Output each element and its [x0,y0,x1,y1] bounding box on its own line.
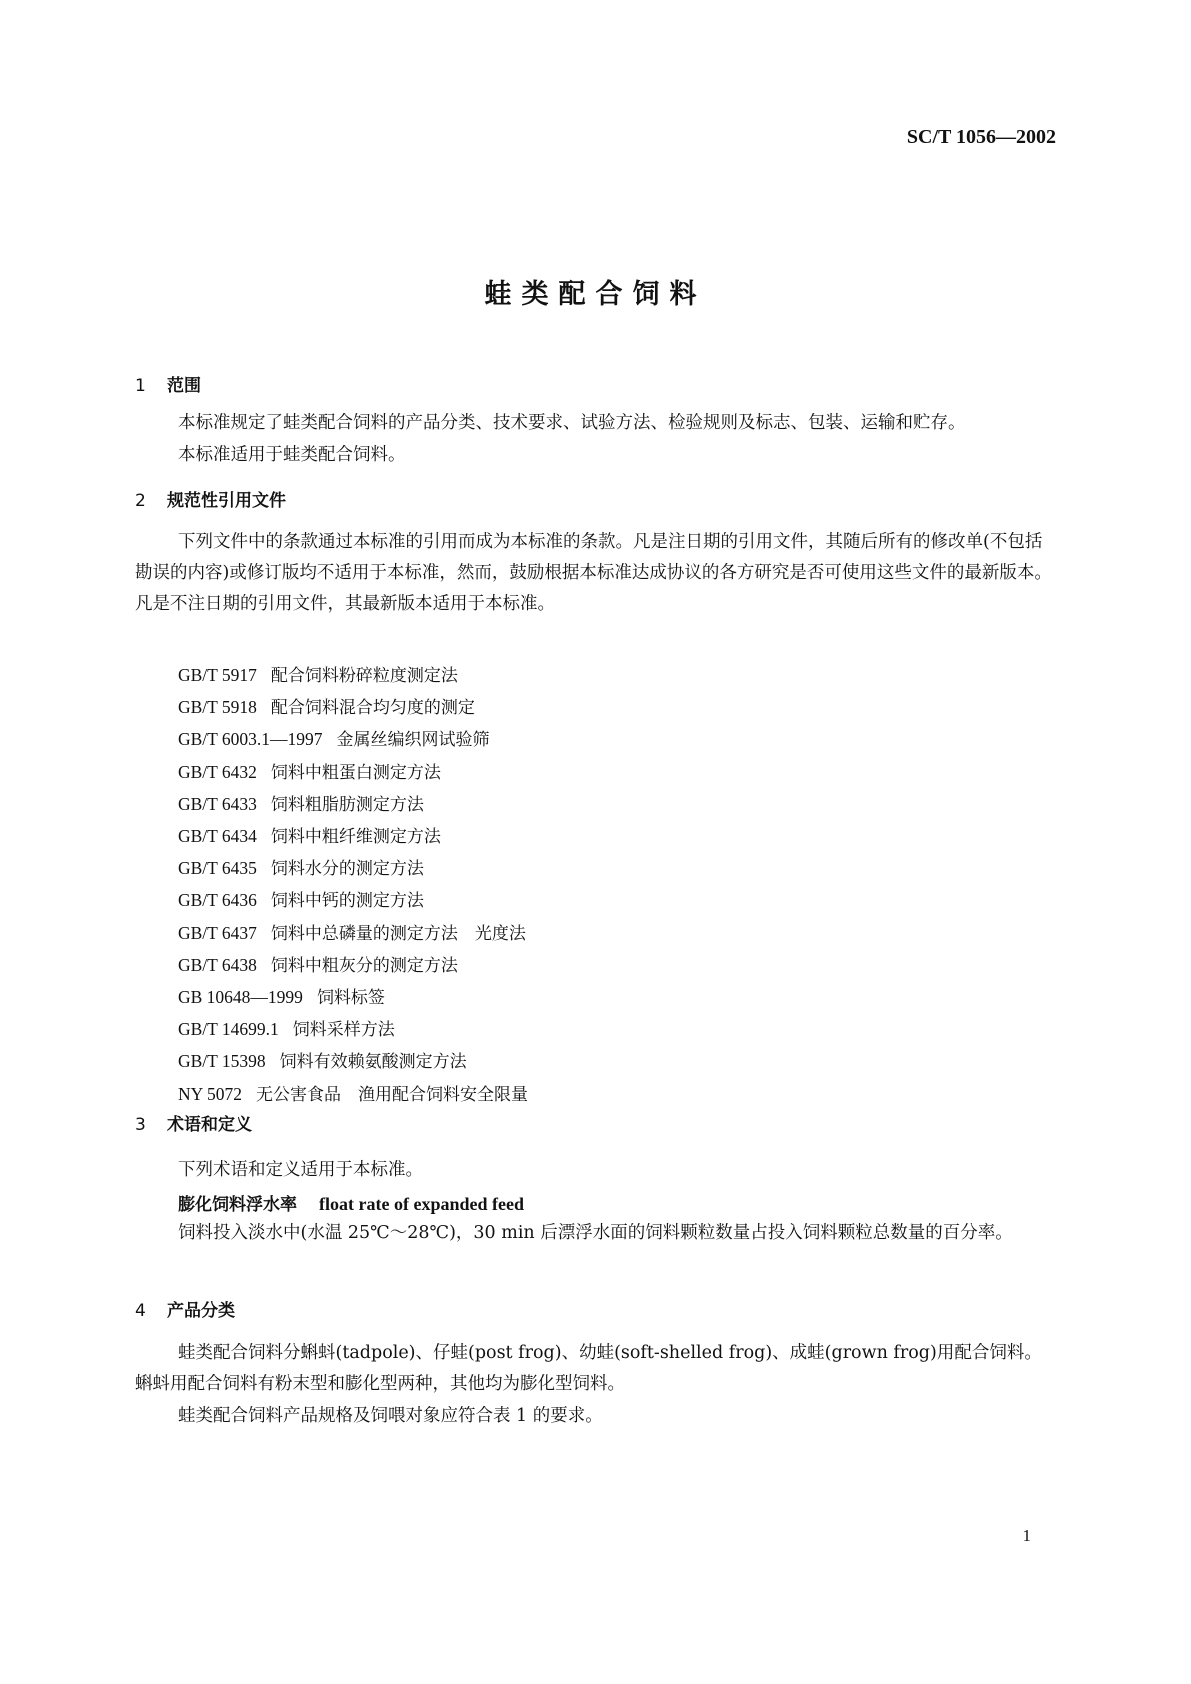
reference-title: 配合饲料粉碎粒度测定法 [270,666,458,686]
reference-item [178,918,528,950]
section-3-intro: 下列术语和定义适用于本标准。 [178,1160,423,1180]
reference-item [178,982,528,1014]
reference-item [178,757,528,789]
standard-code: SC/T 1056—2002 [906,126,1056,148]
reference-title: 金属丝编织网试验筛 [336,730,490,751]
reference-title: 饲料中粗蛋白测定方法 [270,762,441,783]
reference-title: 配合饲料混合均匀度的测定 [270,698,475,719]
reference-code: GB/T 5917 [178,665,257,685]
reference-code: GB/T 15398 [178,1051,266,1072]
page-number: 1 [1022,1526,1031,1545]
reference-code: GB/T 6434 [178,826,257,847]
section-1-paragraph-2: 本标准适用于蛙类配合饲料。 [178,445,406,465]
reference-item [178,885,528,917]
reference-item [178,1046,528,1078]
section-title: 规范性引用文件 [167,491,286,511]
term-chinese: 膨化饲料浮水率 [178,1195,297,1215]
term-definition: 饲料投入淡水中(水温 25℃～28℃)，30 min 后漂浮水面的饲料颗粒数量占投入饲料颗粒总数量的百分率。 [178,1223,1013,1243]
section-number: 1 [135,376,146,396]
section-4-paragraph-1: 蛙类配合饲料分蝌蚪(tadpole)、仔蛙(post frog)、幼蛙(soft-shelled frog)、成蛙(grown frog)用配合饲料。蝌蚪用配合饲料有粉末型和膨化型两种，其他均为膨化型饲料。 [135,1343,1042,1394]
reference-code: GB/T 6438 [178,954,257,975]
section-title: 术语和定义 [167,1115,252,1135]
reference-title: 饲料中总磷量的测定方法 光度法 [270,923,526,944]
section-1-heading [135,371,201,396]
reference-code: GB/T 6003.1—1997 [178,729,323,750]
section-4-heading [135,1296,235,1321]
reference-item [178,724,528,756]
reference-code: GB/T 6435 [178,858,257,879]
reference-item [178,950,528,982]
reference-item [178,1014,528,1046]
reference-code: GB/T 6436 [178,890,257,911]
reference-title: 饲料中钙的测定方法 [270,891,424,912]
reference-item [178,789,528,821]
reference-code: GB/T 6433 [178,793,257,814]
section-3-heading [135,1110,252,1135]
reference-item [178,692,528,724]
reference-item [178,1079,528,1111]
reference-title: 饲料水分的测定方法 [270,859,424,880]
section-2-heading [135,486,286,511]
reference-code: GB/T 14699.1 [178,1019,279,1040]
reference-item [178,660,528,692]
reference-title: 饲料粗脂肪测定方法 [270,794,424,815]
section-title: 产品分类 [167,1301,235,1321]
reference-title: 饲料标签 [316,988,385,1009]
section-number: 3 [135,1115,146,1135]
section-2-intro: 下列文件中的条款通过本标准的引用而成为本标准的条款。凡是注日期的引用文件，其随后所有的修改单(不包括勘误的内容)或修订版均不适用于本标准，然而，鼓励根据本标准达成协议的各方研究是否可使用这些文件的最新版本。凡是不注日期的引用文件，其最新版本适用于本标准。 [135,532,1052,614]
section-number: 2 [135,491,146,511]
reference-title: 饲料采样方法 [292,1020,395,1041]
section-1-paragraph-1: 本标准规定了蛙类配合饲料的产品分类、技术要求、试验方法、检验规则及标志、包装、运输和贮存。 [178,413,966,433]
reference-item [178,821,528,853]
section-4-paragraph-2: 蛙类配合饲料产品规格及饲喂对象应符合表 1 的要求。 [178,1406,603,1426]
reference-code: NY 5072 [178,1083,243,1104]
reference-code: GB/T 6437 [178,922,257,943]
reference-list [178,660,528,1111]
reference-code: GB/T 6432 [178,761,257,782]
reference-title: 饲料中粗灰分的测定方法 [270,955,458,976]
reference-code: GB/T 5918 [178,697,257,718]
reference-title: 饲料有效赖氨酸测定方法 [279,1052,467,1073]
reference-item [178,853,528,885]
document-title: 蛙类配合饲料 [484,279,707,310]
section-number: 4 [135,1301,146,1321]
reference-title: 无公害食品 渔用配合饲料安全限量 [256,1084,529,1105]
section-title: 范围 [167,376,201,396]
reference-code: GB 10648—1999 [178,987,303,1008]
term-entry [178,1190,524,1215]
reference-title: 饲料中粗纤维测定方法 [270,827,441,848]
term-english: float rate of expanded feed [319,1194,524,1214]
